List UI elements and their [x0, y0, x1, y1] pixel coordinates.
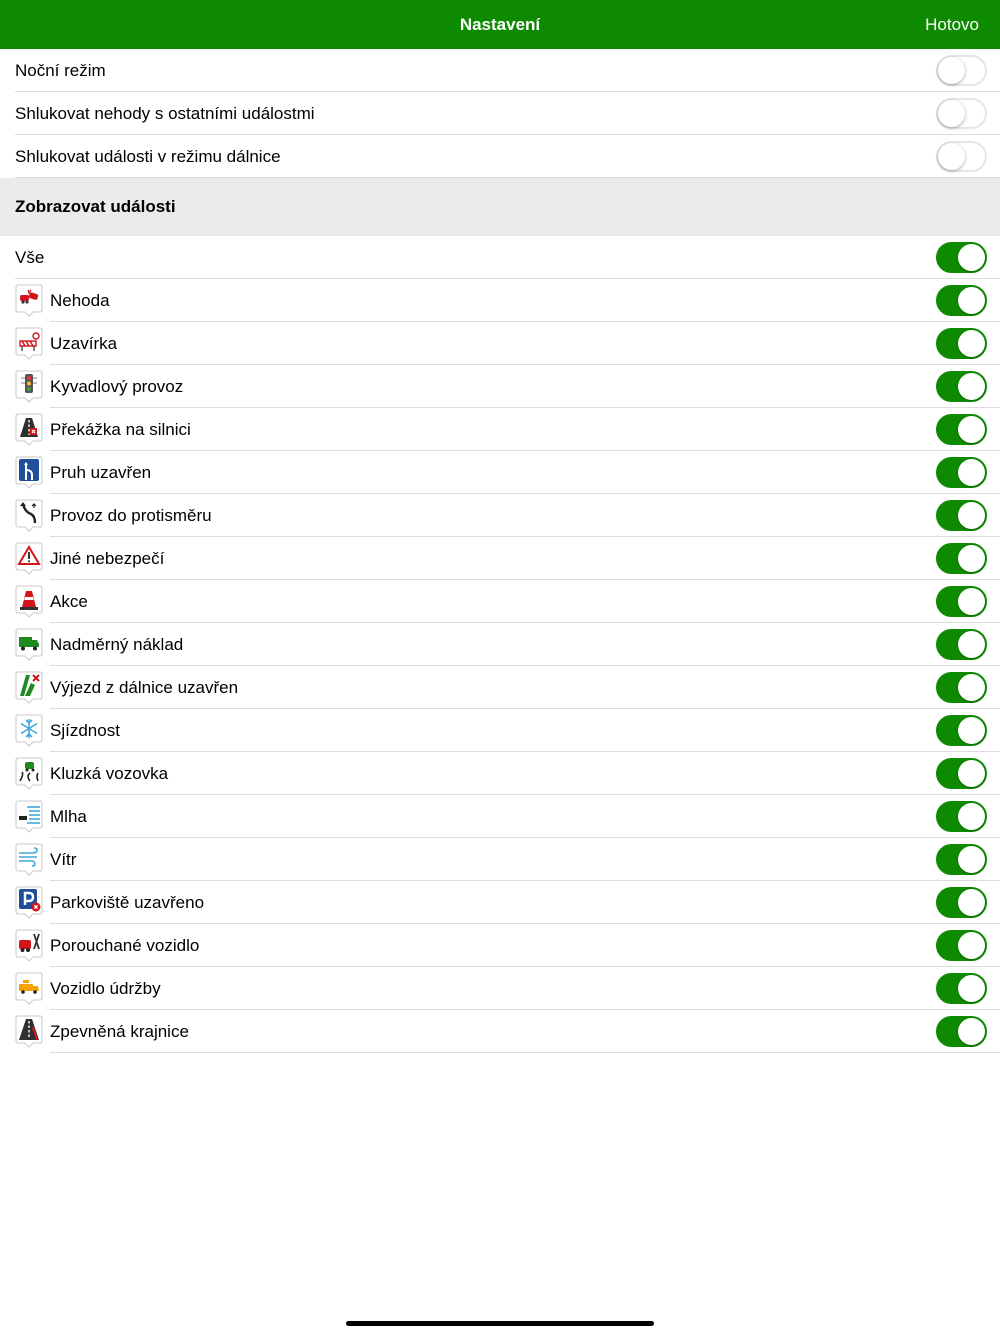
- all-events-toggle[interactable]: [936, 242, 987, 273]
- setting-label: Výjezd z dálnice uzavřen: [50, 678, 239, 697]
- event-toggle-broken-vehicle[interactable]: [936, 930, 987, 961]
- toggle-knob: [938, 57, 965, 84]
- road-closure-icon: [15, 327, 43, 360]
- oversize-truck-icon: [15, 628, 43, 661]
- setting-label: Vše: [15, 248, 45, 267]
- toggle-knob: [958, 846, 985, 873]
- event-toggle-exit-closed[interactable]: [936, 672, 987, 703]
- night-mode-row: [0, 49, 1000, 92]
- warning-triangle-icon: [15, 542, 43, 575]
- setting-label: Uzavírka: [50, 334, 118, 353]
- toggle-knob: [958, 932, 985, 959]
- event-row-lane-closed: [0, 451, 1000, 494]
- broken-vehicle-icon: [15, 929, 43, 962]
- toggle-knob: [958, 803, 985, 830]
- toggle-knob: [958, 760, 985, 787]
- parking-closed-icon: [15, 886, 43, 919]
- setting-label: Nadměrný náklad: [50, 635, 184, 654]
- event-row-contraflow: [0, 494, 1000, 537]
- toggle-knob: [958, 674, 985, 701]
- maintenance-vehicle-icon: [15, 972, 43, 1005]
- setting-label: Jiné nebezpečí: [50, 549, 165, 568]
- event-row-maintenance-vehicle: [0, 967, 1000, 1010]
- setting-label: Nehoda: [50, 291, 110, 310]
- event-row-road-closure: [0, 322, 1000, 365]
- event-toggle-slippery-road[interactable]: [936, 758, 987, 789]
- accident-icon: [15, 284, 43, 317]
- toggle-knob: [958, 373, 985, 400]
- traffic-light-icon: [15, 370, 43, 403]
- page-title: Nastavení: [459, 15, 541, 34]
- event-row-broken-vehicle: [0, 924, 1000, 967]
- cluster-highway-toggle[interactable]: [936, 141, 987, 172]
- traffic-cone-icon: [15, 585, 43, 618]
- setting-label: Kluzká vozovka: [50, 764, 169, 783]
- toggle-knob: [938, 100, 965, 127]
- toggle-knob: [958, 717, 985, 744]
- event-row-fog: [0, 795, 1000, 838]
- hard-shoulder-icon: [15, 1015, 43, 1048]
- setting-label: Pruh uzavřen: [50, 463, 152, 482]
- toggle-knob: [958, 889, 985, 916]
- setting-label: Vozidlo údržby: [50, 979, 161, 998]
- toggle-knob: [958, 287, 985, 314]
- event-toggle-oversize-truck[interactable]: [936, 629, 987, 660]
- contraflow-icon: [15, 499, 43, 532]
- cluster-accidents-toggle[interactable]: [936, 98, 987, 129]
- setting-label: Provoz do protisměru: [50, 506, 212, 525]
- home-indicator: [346, 1321, 654, 1326]
- setting-label: Noční režim: [15, 61, 106, 80]
- toggle-knob: [958, 631, 985, 658]
- toggle-knob: [958, 330, 985, 357]
- toggle-knob: [958, 459, 985, 486]
- cluster-highway-row: [0, 135, 1000, 178]
- lane-closed-icon: [15, 456, 43, 489]
- event-toggle-road-closure[interactable]: [936, 328, 987, 359]
- setting-label: Porouchané vozidlo: [50, 936, 200, 955]
- fog-icon: [15, 800, 43, 833]
- event-row-parking-closed: [0, 881, 1000, 924]
- snowflake-icon: [15, 714, 43, 747]
- road-obstacle-icon: [15, 413, 43, 446]
- night-mode-toggle[interactable]: [936, 55, 987, 86]
- setting-label: Kyvadlový provoz: [50, 377, 184, 396]
- toggle-knob: [958, 244, 985, 271]
- setting-label: Sjízdnost: [50, 721, 120, 740]
- event-row-slippery-road: [0, 752, 1000, 795]
- event-row-exit-closed: [0, 666, 1000, 709]
- toggle-knob: [958, 502, 985, 529]
- event-toggle-hard-shoulder[interactable]: [936, 1016, 987, 1047]
- event-row-traffic-light: [0, 365, 1000, 408]
- slippery-road-icon: [15, 757, 43, 790]
- setting-label: Parkoviště uzavřeno: [50, 893, 205, 912]
- toggle-knob: [958, 975, 985, 1002]
- event-row-hard-shoulder: [0, 1010, 1000, 1053]
- event-toggle-fog[interactable]: [936, 801, 987, 832]
- done-button[interactable]: Hotovo: [925, 15, 979, 34]
- event-toggle-accident[interactable]: [936, 285, 987, 316]
- setting-label: Překážka na silnici: [50, 420, 191, 439]
- toggle-knob: [958, 545, 985, 572]
- event-toggle-maintenance-vehicle[interactable]: [936, 973, 987, 1004]
- row-separator: [50, 1052, 1000, 1053]
- setting-label: Mlha: [50, 807, 87, 826]
- navigation-bar: [0, 0, 1000, 49]
- event-toggle-parking-closed[interactable]: [936, 887, 987, 918]
- toggle-knob: [958, 416, 985, 443]
- event-row-road-obstacle: [0, 408, 1000, 451]
- setting-label: Shlukovat události v režimu dálnice: [15, 147, 281, 166]
- event-toggle-contraflow[interactable]: [936, 500, 987, 531]
- event-row-oversize-truck: [0, 623, 1000, 666]
- event-row-wind: [0, 838, 1000, 881]
- event-toggle-lane-closed[interactable]: [936, 457, 987, 488]
- event-row-snowflake: [0, 709, 1000, 752]
- setting-label: Vítr: [50, 850, 77, 869]
- event-row-warning-triangle: [0, 537, 1000, 580]
- cluster-accidents-row: [0, 92, 1000, 135]
- event-toggle-warning-triangle[interactable]: [936, 543, 987, 574]
- section-header: [0, 178, 1000, 236]
- section-title: Zobrazovat události: [15, 197, 176, 216]
- setting-label: Zpevněná krajnice: [50, 1022, 189, 1041]
- toggle-knob: [958, 1018, 985, 1045]
- event-toggle-snowflake[interactable]: [936, 715, 987, 746]
- toggle-knob: [938, 143, 965, 170]
- event-toggle-traffic-cone[interactable]: [936, 586, 987, 617]
- event-row-accident: [0, 279, 1000, 322]
- wind-icon: [15, 843, 43, 876]
- event-toggle-traffic-light[interactable]: [936, 371, 987, 402]
- setting-label: Shlukovat nehody s ostatními událostmi: [15, 104, 315, 123]
- all-events-row: [0, 236, 1000, 279]
- setting-label: Akce: [50, 592, 88, 611]
- toggle-knob: [958, 588, 985, 615]
- event-row-traffic-cone: [0, 580, 1000, 623]
- exit-closed-icon: [15, 671, 43, 704]
- event-toggle-road-obstacle[interactable]: [936, 414, 987, 445]
- event-toggle-wind[interactable]: [936, 844, 987, 875]
